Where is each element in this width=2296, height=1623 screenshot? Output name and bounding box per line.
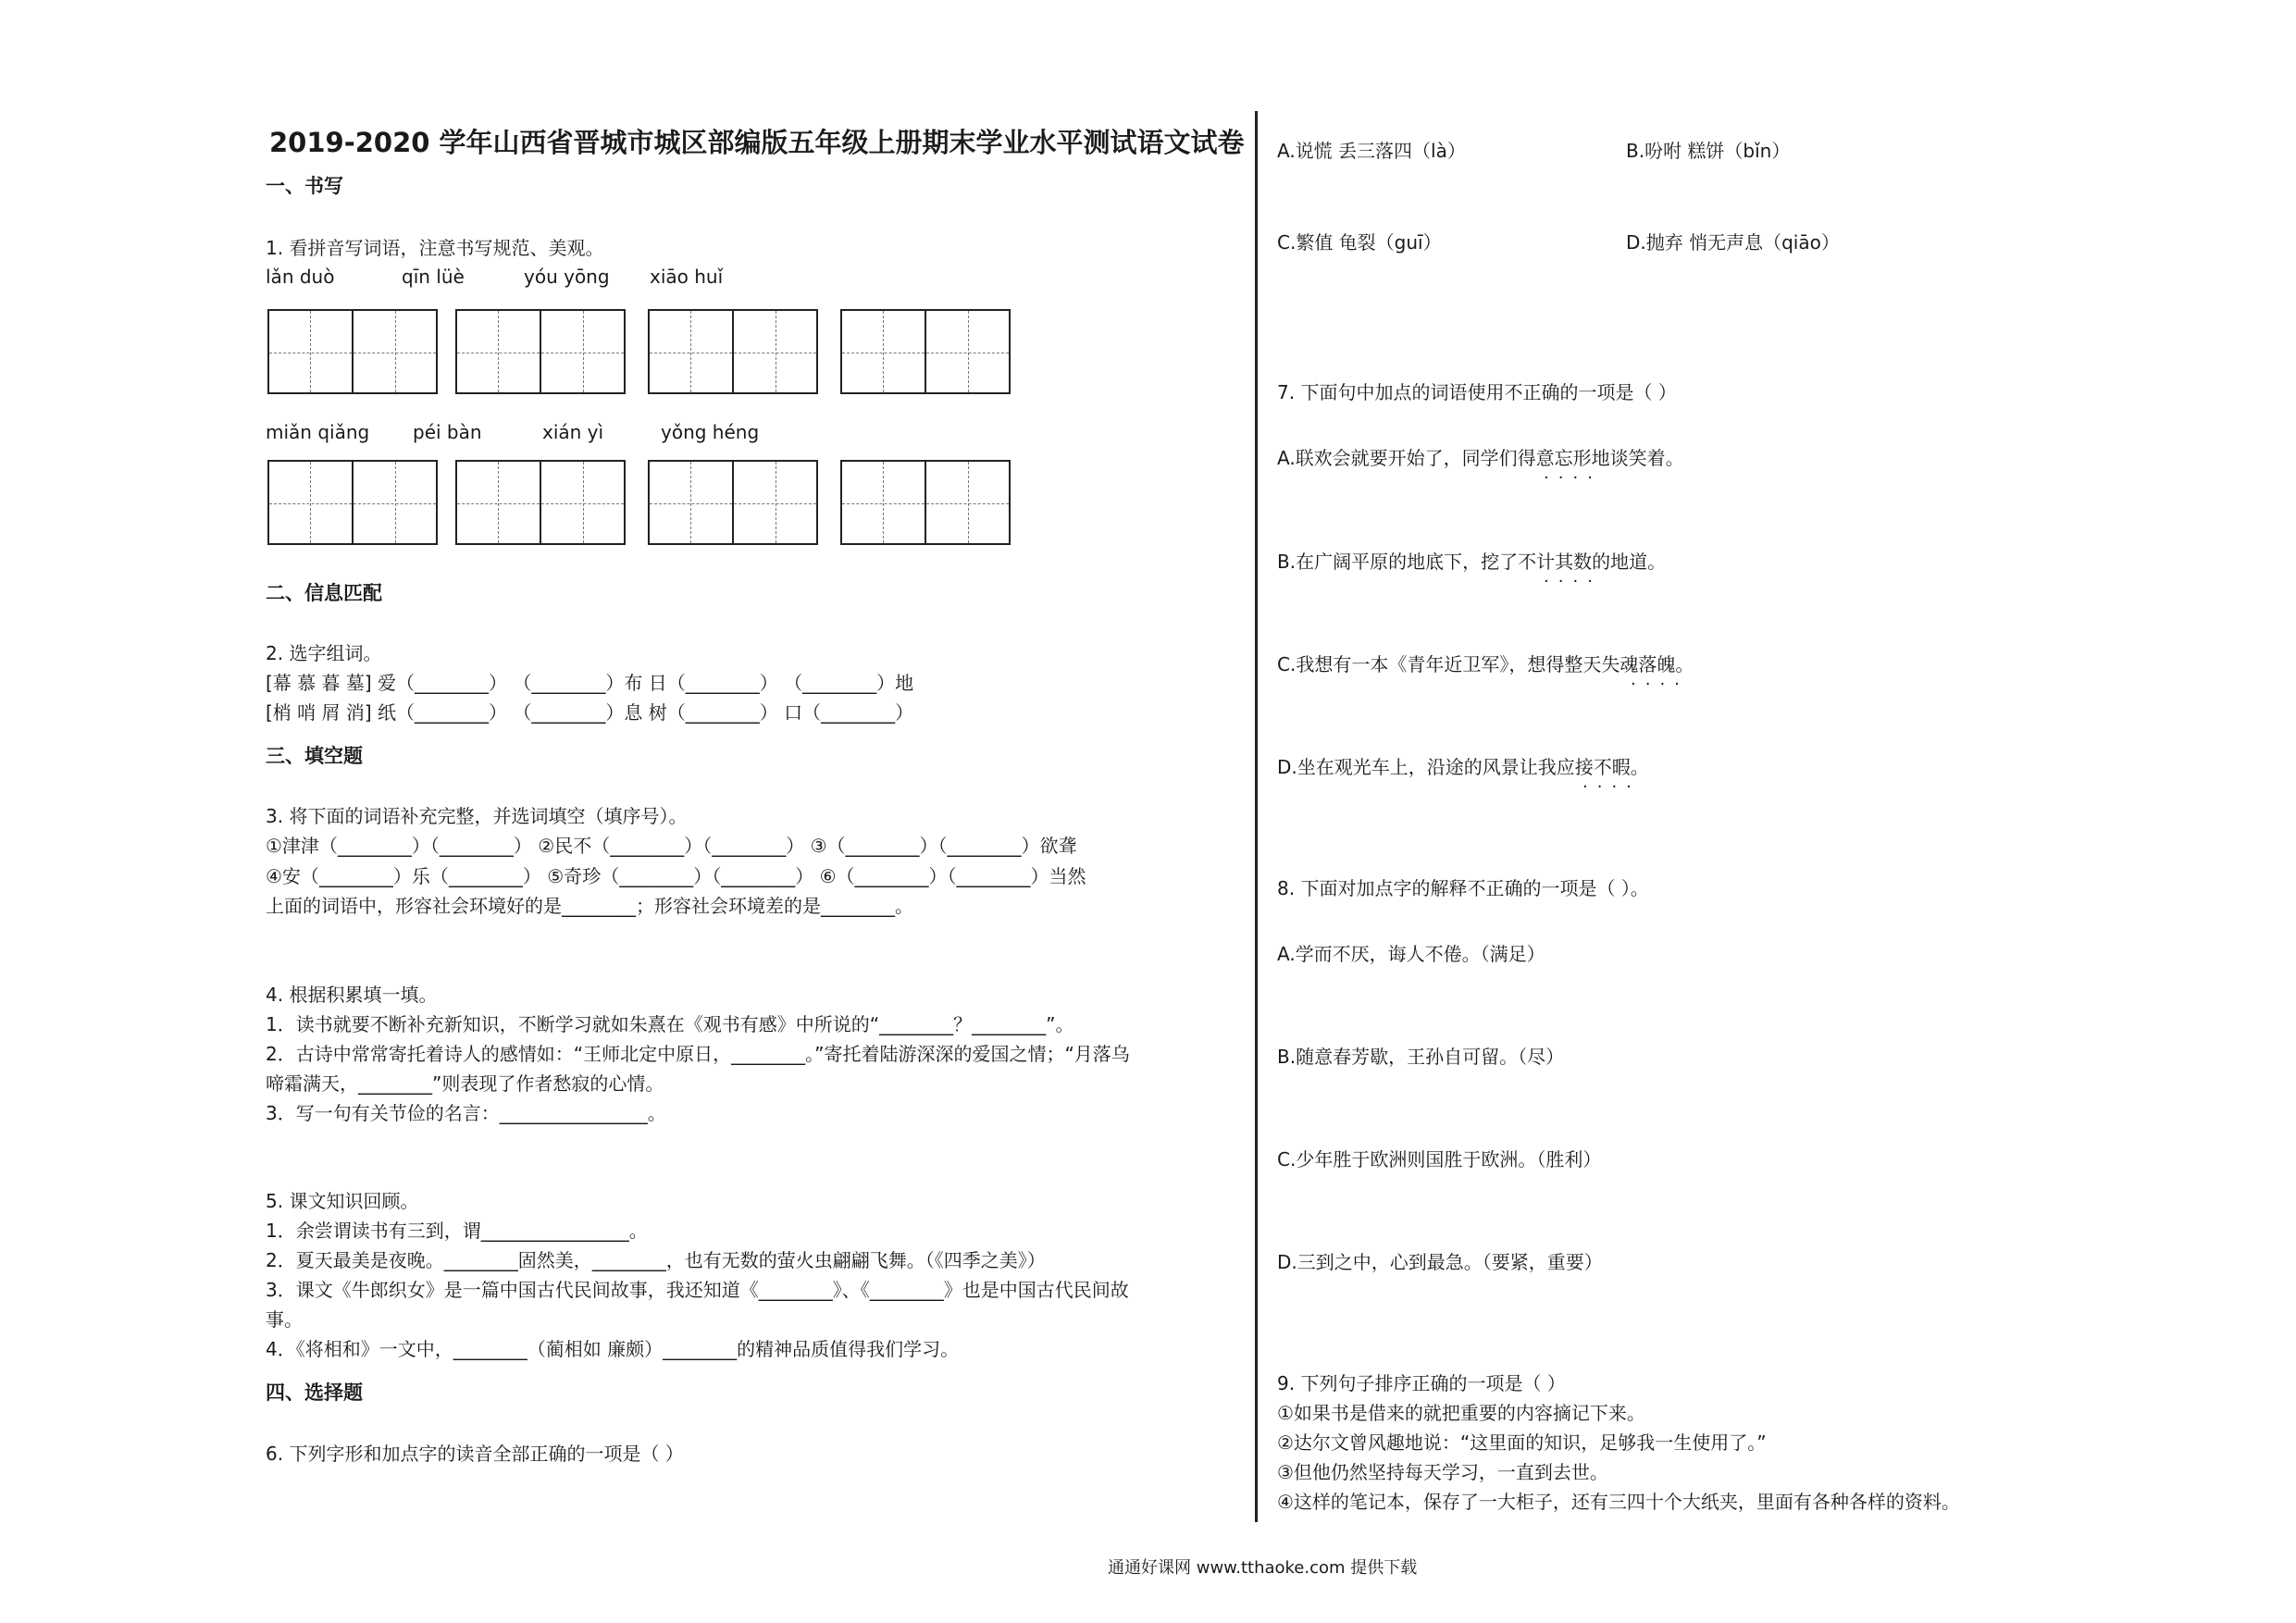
q6-option-d: D.抛弃 悄无声息（qiāo）	[1626, 231, 1840, 254]
q2-line: [梢 哨 屑 消] 纸（________） （________）息 树（________） 口（________）	[266, 701, 914, 724]
writing-grid[interactable]	[267, 309, 438, 394]
q9-line: ③但他仍然坚持每天学习，一直到去世。	[1277, 1461, 1608, 1483]
pinyin: xiāo huǐ	[650, 266, 724, 288]
q3-stem: 3. 将下面的词语补充完整，并选词填空（填序号）。	[266, 805, 688, 827]
writing-grid[interactable]	[267, 460, 438, 545]
column-divider	[1255, 111, 1258, 1522]
q8-option-d: D.三到之中，心到最急。（要紧，重要）	[1277, 1251, 1603, 1273]
pinyin: miǎn qiǎng	[266, 421, 370, 443]
q2-stem: 2. 选字组词。	[266, 642, 382, 664]
emphasis-dots: ····	[1582, 777, 1641, 797]
q4-line: 啼霜满天，________”则表现了作者愁寂的心情。	[266, 1072, 664, 1095]
q5-line: 4．《将相和》一文中，________（蔺相如 廉颇）________的精神品质值得我们学习。	[266, 1338, 960, 1360]
writing-grid[interactable]	[648, 460, 818, 545]
writing-grid[interactable]	[840, 309, 1011, 394]
q9-line: ①如果书是借来的就把重要的内容摘记下来。	[1277, 1402, 1645, 1424]
writing-grid[interactable]	[648, 309, 818, 394]
q7-option-d: D.坐在观光车上，沿途的风景让我应接不暇。	[1277, 756, 1649, 778]
q9-stem: 9. 下列句子排序正确的一项是（ ）	[1277, 1372, 1566, 1394]
q4-stem: 4. 根据积累填一填。	[266, 984, 438, 1006]
pinyin: yǒng héng	[661, 421, 760, 443]
q8-stem: 8. 下面对加点字的解释不正确的一项是（ ）。	[1277, 877, 1649, 899]
q5-stem: 5. 课文知识回顾。	[266, 1190, 419, 1212]
q2-line: [幕 慕 暮 墓] 爱（________） （________）布 日（________） （________）地	[266, 672, 914, 694]
q8-option-c: C.少年胜于欧洲则国胜于欧洲。（胜利）	[1277, 1148, 1602, 1171]
section-heading-matching: 二、信息匹配	[266, 582, 382, 604]
section-heading-fill: 三、填空题	[266, 745, 363, 767]
pinyin: yóu yōng	[524, 266, 610, 288]
q8-option-b: B.随意春芳歇，王孙自可留。（尽）	[1277, 1046, 1565, 1068]
q8-option-a: A.学而不厌，诲人不倦。（满足）	[1277, 943, 1545, 965]
writing-grid[interactable]	[455, 309, 626, 394]
q7-stem: 7. 下面句中加点的词语使用不正确的一项是（ ）	[1277, 381, 1677, 403]
q5-line: 3．课文《牛郎织女》是一篇中国古代民间故事，我还知道《________》、《________》也是中国古代民间故	[266, 1279, 1129, 1301]
writing-grid[interactable]	[455, 460, 626, 545]
pinyin: lǎn duò	[266, 266, 335, 288]
q7-option-b: B.在广阔平原的地底下，挖了不计其数的地道。	[1277, 551, 1667, 573]
page-title: 2019-2020 学年山西省晋城市城区部编版五年级上册期末学业水平测试语文试卷	[269, 127, 1245, 158]
footer-source: 通通好课网 www.tthaoke.com 提供下载	[1108, 1558, 1418, 1578]
q5-line: 事。	[266, 1308, 303, 1331]
q4-line: 1．读书就要不断补充新知识，不断学习就如朱熹在《观书有感》中所说的“________？________”。	[266, 1013, 1074, 1035]
pinyin: péi bàn	[413, 421, 482, 443]
q6-option-c: C.繁值 龟裂（guī）	[1277, 231, 1442, 254]
q5-line: 2．夏天最美是夜晚。________固然美，________，也有无数的萤火虫翩翩飞舞。（《四季之美》）	[266, 1249, 1046, 1271]
q1-stem: 1. 看拼音写词语，注意书写规范、美观。	[266, 237, 604, 259]
q9-line: ④这样的笔记本，保存了一大柜子，还有三四十个大纸夹，里面有各种各样的资料。	[1277, 1491, 1960, 1513]
section-heading-choice: 四、选择题	[266, 1381, 363, 1404]
q4-line: 2．古诗中常常寄托着诗人的感情如：“王师北定中原日，________。”寄托着陆游深深的爱国之情；“月落乌	[266, 1043, 1130, 1065]
q7-option-c: C.我想有一本《青年近卫军》，想得整天失魂落魄。	[1277, 653, 1694, 675]
q6-stem: 6. 下列字形和加点字的读音全部正确的一项是（ ）	[266, 1443, 684, 1465]
emphasis-dots: ····	[1544, 572, 1602, 591]
writing-grid[interactable]	[840, 460, 1011, 545]
q3-line: 上面的词语中，形容社会环境好的是________；形容社会环境差的是________。	[266, 895, 913, 917]
q7-option-a: A.联欢会就要开始了，同学们得意忘形地谈笑着。	[1277, 447, 1684, 469]
pinyin: qīn lüè	[402, 266, 465, 288]
emphasis-dots: ····	[1631, 675, 1689, 694]
q3-line: ④安（________）乐（________） ⑤奇珍（________）（________） ⑥（________）（________）当然	[266, 865, 1086, 887]
q5-line: 1．余尝谓读书有三到，谓________________。	[266, 1220, 648, 1242]
q3-line: ①津津（________）（________） ②民不（________）（________） ③（________）（________）欲聋	[266, 835, 1077, 857]
emphasis-dots: ····	[1544, 468, 1602, 488]
q6-option-a: A.说慌 丢三落四（là）	[1277, 140, 1466, 162]
section-heading-writing: 一、书写	[266, 175, 343, 197]
q9-line: ②达尔文曾风趣地说：“这里面的知识，足够我一生使用了。”	[1277, 1431, 1767, 1454]
q6-option-b: B.吩咐 糕饼（bǐn）	[1626, 140, 1791, 162]
q4-line: 3．写一句有关节俭的名言：________________。	[266, 1102, 666, 1124]
pinyin: xián yì	[542, 421, 604, 443]
